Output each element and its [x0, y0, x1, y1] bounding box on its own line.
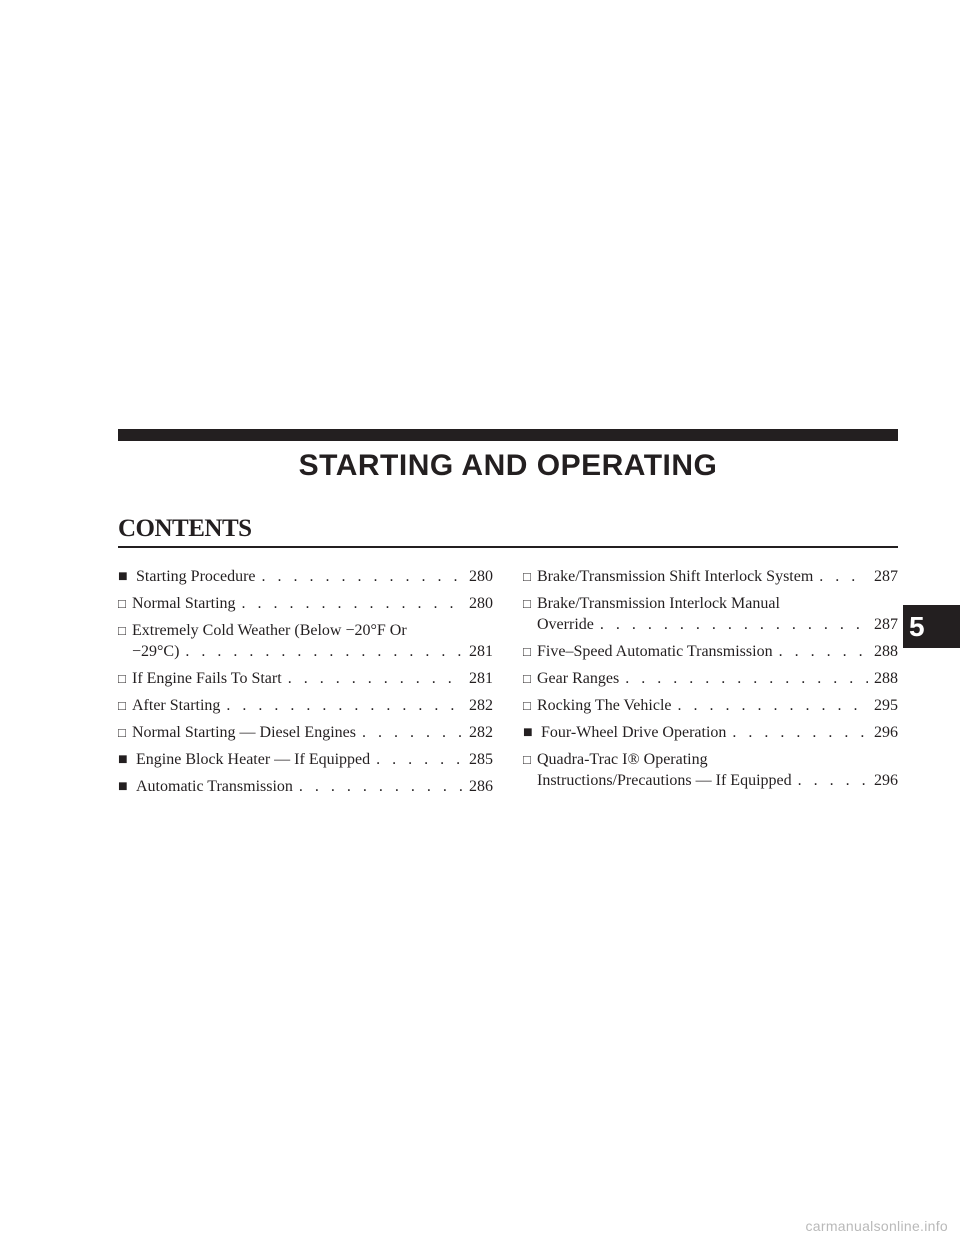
dot-leader [625, 668, 868, 689]
toc-entry[interactable] [118, 668, 493, 689]
toc-entry-title: −29°C) [132, 643, 180, 660]
toc-page-number: 280 [469, 568, 493, 585]
chapter-top-rule [118, 429, 898, 441]
dot-leader [798, 770, 868, 791]
toc-page-number: 282 [469, 724, 493, 741]
filled-square-icon: ■ [523, 724, 533, 741]
toc-entry-title: Brake/Transmission Shift Interlock System [537, 568, 814, 585]
toc-entry[interactable] [523, 566, 898, 587]
toc-entry-title: Override [537, 616, 594, 633]
toc-page-number: 281 [469, 643, 493, 660]
hollow-square-icon: □ [118, 623, 126, 638]
dot-leader [242, 593, 463, 614]
toc-entry[interactable] [118, 593, 493, 614]
toc-page-number: 296 [874, 772, 898, 789]
filled-square-icon: ■ [118, 751, 128, 768]
hollow-square-icon: □ [523, 671, 531, 686]
dot-leader [819, 566, 868, 587]
toc-page-number: 281 [469, 670, 493, 687]
toc-entry-title: Rocking The Vehicle [537, 697, 672, 714]
hollow-square-icon: □ [118, 725, 126, 740]
toc-entry[interactable] [118, 722, 493, 743]
dot-leader [288, 668, 463, 689]
hollow-square-icon: □ [118, 698, 126, 713]
toc-page-number: 285 [469, 751, 493, 768]
toc-page-number: 286 [469, 778, 493, 795]
dot-leader [376, 749, 463, 770]
toc-entry[interactable] [118, 566, 493, 587]
dot-leader [779, 641, 868, 662]
toc-entry-title: Normal Starting [132, 595, 236, 612]
hollow-square-icon: □ [523, 752, 531, 767]
toc-entry[interactable] [523, 695, 898, 716]
toc-page-number: 288 [874, 670, 898, 687]
toc-entry[interactable] [118, 695, 493, 716]
toc-left-column [118, 566, 493, 803]
hollow-square-icon: □ [523, 596, 531, 611]
toc-page-number: 287 [874, 616, 898, 633]
toc-entry-title: Extremely Cold Weather (Below −20°F Or [132, 622, 407, 639]
dot-leader [262, 566, 463, 587]
dot-leader [600, 614, 868, 635]
contents-rule [118, 546, 898, 548]
footer-watermark: carmanualsonline.info [805, 1218, 948, 1234]
hollow-square-icon: □ [523, 644, 531, 659]
toc-entry-title: If Engine Fails To Start [132, 670, 282, 687]
toc-entry-title: After Starting [132, 697, 221, 714]
toc-entry[interactable] [523, 641, 898, 662]
toc-page-number: 288 [874, 643, 898, 660]
toc-entry[interactable] [118, 749, 493, 770]
toc-entry-title: Five–Speed Automatic Transmission [537, 643, 773, 660]
toc-entry-title: Brake/Transmission Interlock Manual [537, 595, 780, 612]
hollow-square-icon: □ [523, 698, 531, 713]
toc-entry-title: Quadra-Trac I® Operating [537, 751, 708, 768]
filled-square-icon: ■ [118, 568, 128, 585]
hollow-square-icon: □ [523, 569, 531, 584]
dot-leader [678, 695, 869, 716]
toc-right-column [523, 566, 898, 797]
toc-entry-title: Normal Starting — Diesel Engines [132, 724, 356, 741]
hollow-square-icon: □ [118, 671, 126, 686]
toc-entry-title: Automatic Transmission [136, 778, 293, 795]
contents-heading: CONTENTS [118, 515, 252, 542]
dot-leader [226, 695, 463, 716]
toc-entry-title: Engine Block Heater — If Equipped [136, 751, 371, 768]
toc-page-number: 280 [469, 595, 493, 612]
toc-page-number: 287 [874, 568, 898, 585]
filled-square-icon: ■ [118, 778, 128, 795]
toc-entry[interactable] [523, 668, 898, 689]
chapter-tab[interactable]: 5 [903, 605, 960, 648]
toc-page-number: 282 [469, 697, 493, 714]
toc-page-number: 295 [874, 697, 898, 714]
chapter-title: STARTING AND OPERATING [298, 449, 718, 482]
toc-entry-title: Instructions/Precautions — If Equipped [537, 772, 792, 789]
toc-entry[interactable] [523, 749, 898, 791]
dot-leader [732, 722, 868, 743]
toc-entry[interactable] [523, 722, 898, 743]
toc-entry[interactable] [523, 593, 898, 635]
toc-entry-title: Starting Procedure [136, 568, 256, 585]
hollow-square-icon: □ [118, 596, 126, 611]
toc-entry[interactable] [118, 620, 493, 662]
dot-leader [362, 722, 463, 743]
dot-leader [185, 641, 463, 662]
toc-entry[interactable] [118, 776, 493, 797]
toc-page-number: 296 [874, 724, 898, 741]
toc-entry-title: Gear Ranges [537, 670, 620, 687]
dot-leader [299, 776, 463, 797]
toc-entry-title: Four-Wheel Drive Operation [541, 724, 727, 741]
